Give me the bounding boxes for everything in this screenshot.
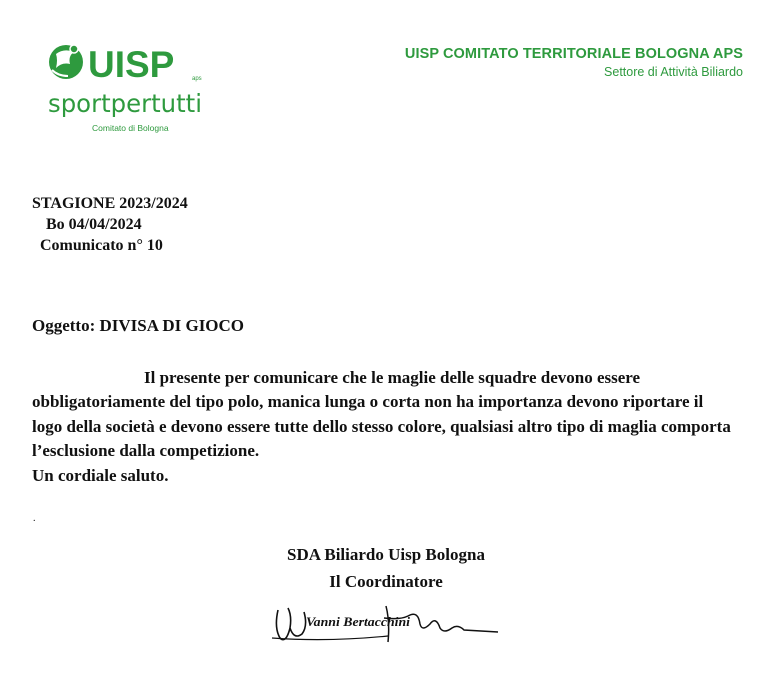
logo-tagline: sportpertutti [48,89,202,118]
organization-name: UISP COMITATO TERRITORIALE BOLOGNA APS [404,46,743,62]
season-label: STAGIONE 2023/2024 [32,195,188,212]
signature-graphic [268,598,508,648]
letter-body [32,366,732,488]
signatory-organization: SDA Biliardo Uisp Bologna [287,545,485,564]
organization-sector: Settore di Attività Biliardo [604,65,743,79]
logo-aps: aps [192,76,202,82]
document-meta [32,193,188,256]
organization-header [405,46,743,79]
document-date: Bo 04/04/2024 [46,216,142,233]
stray-mark: . [33,513,36,524]
signature-block [230,541,542,595]
handwritten-signature [268,598,508,648]
uisp-logo [44,40,224,136]
closing-greeting: Un cordiale saluto. [32,465,169,485]
communique-number: Comunicato n° 10 [40,237,163,254]
logo-committee: Comitato di Bologna [92,123,169,133]
running-figure-icon [49,45,83,79]
uisp-logo-graphic [44,40,224,136]
logo-wordmark: UISP [88,44,175,85]
signatory-role: Il Coordinatore [329,572,443,591]
signature-name: Vanni Bertacchini [306,615,411,629]
subject-line: Oggetto: DIVISA DI GIOCO [32,316,245,335]
body-paragraph: Il presente per comunicare che le maglie delle squadre devono essere obbligatoriamente del tipo polo, manica lunga o corta non ha importanza devono riportare il logo della società e devono essere tutte dello stesso colore, qualsiasi altro tipo di maglia comporta l’esclusione dalla competizione. [32,368,731,461]
